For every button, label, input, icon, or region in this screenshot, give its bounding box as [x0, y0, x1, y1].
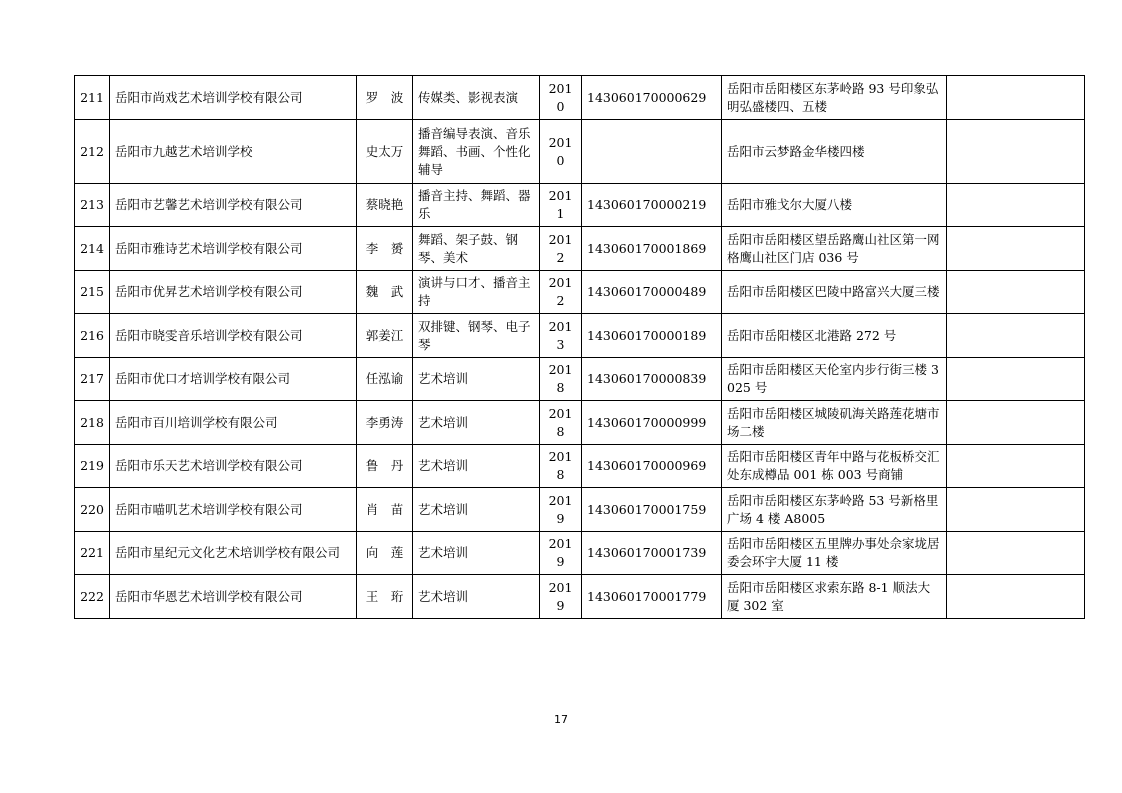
- license-code: 143060170000189: [582, 314, 722, 358]
- school-registry-table: [74, 75, 1085, 619]
- legal-person: 魏 武: [357, 271, 413, 314]
- row-index: 212: [75, 120, 110, 184]
- legal-person: 任泓谕: [357, 358, 413, 401]
- school-name: 岳阳市乐天艺术培训学校有限公司: [110, 445, 357, 488]
- table-row: [75, 532, 1085, 575]
- training-subjects: 播音编导表演、音乐舞蹈、书画、个性化辅导: [413, 120, 540, 184]
- training-subjects: 艺术培训: [413, 358, 540, 401]
- table-row: [75, 445, 1085, 488]
- remarks: [947, 488, 1085, 532]
- school-name: 岳阳市雅诗艺术培训学校有限公司: [110, 227, 357, 271]
- school-address: 岳阳市云梦路金华楼四楼: [722, 120, 947, 184]
- table-row: [75, 358, 1085, 401]
- remarks: [947, 184, 1085, 227]
- license-code: 143060170000999: [582, 401, 722, 445]
- legal-person: 罗 波: [357, 76, 413, 120]
- remarks: [947, 445, 1085, 488]
- legal-person: 王 珩: [357, 575, 413, 619]
- legal-person: 肖 苗: [357, 488, 413, 532]
- founding-year: 2012: [540, 271, 582, 314]
- school-address: 岳阳市岳阳楼区巴陵中路富兴大厦三楼: [722, 271, 947, 314]
- row-index: 219: [75, 445, 110, 488]
- remarks: [947, 401, 1085, 445]
- license-code: 143060170000839: [582, 358, 722, 401]
- row-index: 214: [75, 227, 110, 271]
- license-code: 143060170001759: [582, 488, 722, 532]
- table-row: [75, 271, 1085, 314]
- school-address: 岳阳市岳阳楼区东茅岭路 53 号新格里广场 4 楼 A8005: [722, 488, 947, 532]
- legal-person: 鲁 丹: [357, 445, 413, 488]
- school-name: 岳阳市星纪元文化艺术培训学校有限公司: [110, 532, 357, 575]
- row-index: 211: [75, 76, 110, 120]
- remarks: [947, 575, 1085, 619]
- school-name: 岳阳市尚戏艺术培训学校有限公司: [110, 76, 357, 120]
- legal-person: 史太万: [357, 120, 413, 184]
- training-subjects: 演讲与口才、播音主持: [413, 271, 540, 314]
- school-name: 岳阳市优口才培训学校有限公司: [110, 358, 357, 401]
- school-address: 岳阳市岳阳楼区青年中路与花板桥交汇处东成樽品 001 栋 003 号商铺: [722, 445, 947, 488]
- school-address: 岳阳市岳阳楼区东茅岭路 93 号印象弘明弘盛楼四、五楼: [722, 76, 947, 120]
- row-index: 218: [75, 401, 110, 445]
- training-subjects: 艺术培训: [413, 488, 540, 532]
- training-subjects: 舞蹈、架子鼓、钢琴、美术: [413, 227, 540, 271]
- school-name: 岳阳市百川培训学校有限公司: [110, 401, 357, 445]
- founding-year: 2010: [540, 120, 582, 184]
- founding-year: 2011: [540, 184, 582, 227]
- school-address: 岳阳市岳阳楼区北港路 272 号: [722, 314, 947, 358]
- table-row: [75, 488, 1085, 532]
- license-code: 143060170001739: [582, 532, 722, 575]
- school-address: 岳阳市岳阳楼区天伦室内步行街三楼 3025 号: [722, 358, 947, 401]
- remarks: [947, 532, 1085, 575]
- remarks: [947, 227, 1085, 271]
- row-index: 222: [75, 575, 110, 619]
- school-address: 岳阳市岳阳楼区五里牌办事处佘家垅居委会环宇大厦 11 楼: [722, 532, 947, 575]
- training-subjects: 传媒类、影视表演: [413, 76, 540, 120]
- legal-person: 向 莲: [357, 532, 413, 575]
- remarks: [947, 271, 1085, 314]
- row-index: 217: [75, 358, 110, 401]
- license-code: 143060170000219: [582, 184, 722, 227]
- row-index: 213: [75, 184, 110, 227]
- license-code: 143060170000489: [582, 271, 722, 314]
- table-row: [75, 314, 1085, 358]
- school-name: 岳阳市艺馨艺术培训学校有限公司: [110, 184, 357, 227]
- license-code: 143060170001779: [582, 575, 722, 619]
- training-subjects: 双排键、钢琴、电子琴: [413, 314, 540, 358]
- training-subjects: 艺术培训: [413, 575, 540, 619]
- school-name: 岳阳市喵叽艺术培训学校有限公司: [110, 488, 357, 532]
- founding-year: 2019: [540, 488, 582, 532]
- school-address: 岳阳市岳阳楼区城陵矶海关路莲花塘市场二楼: [722, 401, 947, 445]
- school-name: 岳阳市优昇艺术培训学校有限公司: [110, 271, 357, 314]
- registry-body: [75, 76, 1085, 619]
- table-row: [75, 120, 1085, 184]
- founding-year: 2018: [540, 445, 582, 488]
- training-subjects: 艺术培训: [413, 532, 540, 575]
- remarks: [947, 120, 1085, 184]
- table-row: [75, 76, 1085, 120]
- table-row: [75, 227, 1085, 271]
- legal-person: 郭姜江: [357, 314, 413, 358]
- school-name: 岳阳市华恩艺术培训学校有限公司: [110, 575, 357, 619]
- training-subjects: 艺术培训: [413, 445, 540, 488]
- remarks: [947, 314, 1085, 358]
- legal-person: 李勇涛: [357, 401, 413, 445]
- founding-year: 2018: [540, 401, 582, 445]
- remarks: [947, 76, 1085, 120]
- legal-person: 蔡晓艳: [357, 184, 413, 227]
- founding-year: 2018: [540, 358, 582, 401]
- row-index: 220: [75, 488, 110, 532]
- license-code: 143060170000629: [582, 76, 722, 120]
- page-number: 17: [554, 713, 568, 726]
- founding-year: 2019: [540, 532, 582, 575]
- school-address: 岳阳市岳阳楼区望岳路鹰山社区第一网格鹰山社区门店 036 号: [722, 227, 947, 271]
- training-subjects: 播音主持、舞蹈、器乐: [413, 184, 540, 227]
- legal-person: 李 赟: [357, 227, 413, 271]
- remarks: [947, 358, 1085, 401]
- license-code: 143060170001869: [582, 227, 722, 271]
- training-subjects: 艺术培训: [413, 401, 540, 445]
- school-name: 岳阳市晓雯音乐培训学校有限公司: [110, 314, 357, 358]
- row-index: 221: [75, 532, 110, 575]
- table-row: [75, 184, 1085, 227]
- license-code: [582, 120, 722, 184]
- founding-year: 2012: [540, 227, 582, 271]
- school-address: 岳阳市岳阳楼区求索东路 8-1 顺法大厦 302 室: [722, 575, 947, 619]
- founding-year: 2019: [540, 575, 582, 619]
- license-code: 143060170000969: [582, 445, 722, 488]
- founding-year: 2013: [540, 314, 582, 358]
- row-index: 216: [75, 314, 110, 358]
- founding-year: 2010: [540, 76, 582, 120]
- school-address: 岳阳市雅戈尔大厦八楼: [722, 184, 947, 227]
- table-row: [75, 575, 1085, 619]
- row-index: 215: [75, 271, 110, 314]
- school-name: 岳阳市九越艺术培训学校: [110, 120, 357, 184]
- table-row: [75, 401, 1085, 445]
